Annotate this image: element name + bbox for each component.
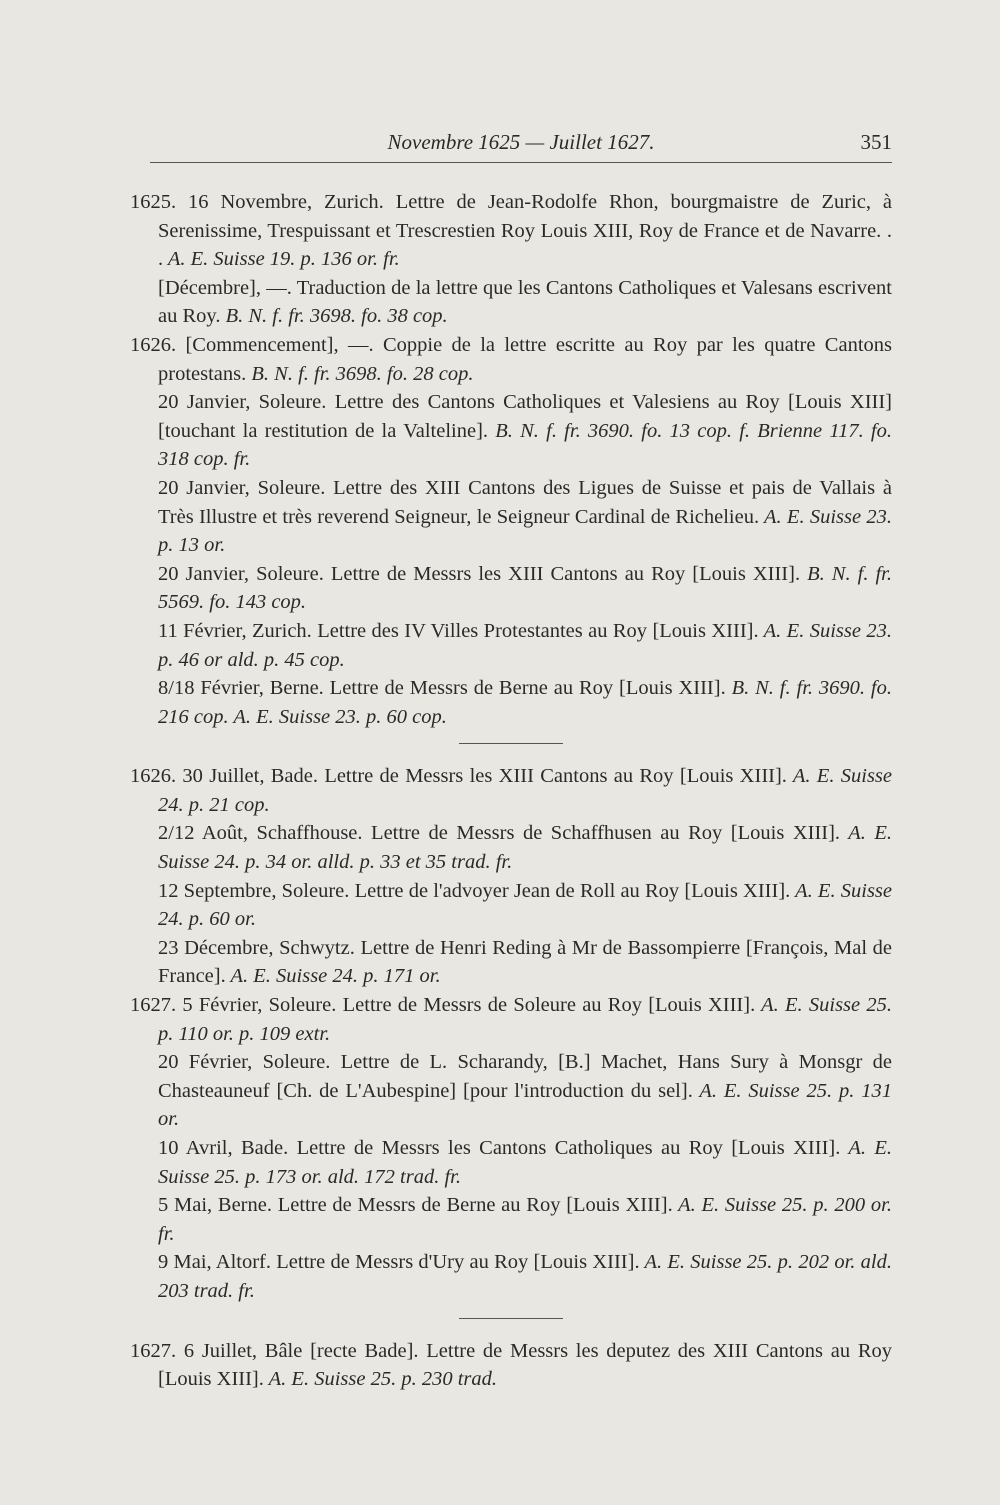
entry-lead: 12 Septembre, Soleure.: [158, 879, 350, 902]
section-separator: [459, 743, 563, 744]
entry-1626-01-20-a: [130, 388, 892, 474]
entry-1627-02-05: [130, 991, 892, 1048]
entry-1626-12-23: [130, 934, 892, 991]
entry-ref: A. E. Suisse 24. p. 34 or. alld. p. 33 et 35 trad. fr.: [158, 822, 892, 874]
entry-ref: A. E. Suisse 24. p. 21 cop.: [158, 765, 892, 816]
entry-text: Lettre des IV Villes Protestantes au Roy [Louis XIII].: [311, 619, 759, 642]
entry-lead: 9 Mai, Altorf.: [158, 1251, 272, 1274]
entry-ref: A. E. Suisse 25. p. 202 or. ald. 203 trad. fr.: [158, 1251, 892, 1302]
entry-lead: 1626. 30 Juillet, Bade.: [130, 765, 319, 788]
entry-ref: A. E. Suisse 23. p. 46 or ald. p. 45 cop.: [158, 619, 892, 671]
entry-ref: A. E. Suisse 25. p. 200 or. fr.: [158, 1194, 892, 1245]
entry-ref: B. N. f. fr. 5569. fo. 143 cop.: [158, 562, 893, 614]
entry-1627-02-20: [130, 1048, 892, 1134]
entry-lead: 20 Janvier, Soleure.: [158, 391, 327, 414]
entry-lead: [Décembre], —.: [158, 276, 292, 299]
header-title: Novembre 1625 — Juillet 1627.: [387, 130, 655, 154]
entry-ref: A. E. Suisse 25. p. 110 or. p. 109 extr.: [158, 994, 893, 1045]
entry-lead: 5 Mai, Berne.: [158, 1194, 272, 1217]
entry-text: Lettre de L. Scharandy, [B.] Machet, Hans Sury à Monsgr de Chasteauneuf [Ch. de L'Aubespine] [pour l'introduction du sel].: [158, 1051, 892, 1102]
entry-ref: A. E. Suisse 25. p. 173 or. ald. 172 trad. fr.: [158, 1137, 892, 1188]
entry-1626-commencement: [130, 331, 892, 388]
entry-text: Lettre de Messrs les deputez des XIII Cantons au Roy [Louis XIII].: [158, 1339, 892, 1391]
entry-lead: 8/18 Février, Berne.: [158, 677, 324, 700]
entry-ref: A. E. Suisse 19. p. 136 or. fr.: [163, 248, 400, 271]
entry-ref: A. E. Suisse 25. p. 230 trad.: [263, 1368, 497, 1391]
entry-text: Lettre de Messrs d'Ury au Roy [Louis XIII].: [271, 1251, 640, 1274]
entry-lead: 20 Janvier, Soleure.: [158, 562, 324, 585]
entry-1626-02-11: [130, 617, 892, 674]
entry-1626-08-12: [130, 819, 892, 876]
entry-1627-04-10: [130, 1134, 892, 1191]
entry-text: Lettre de Messrs de Schaffhusen au Roy [Louis XIII].: [362, 822, 841, 845]
entry-text: Lettre des XIII Cantons des Ligues de Suisse et pais de Vallais à Très Illustre et très reverend Seigneur, le Seigneur Cardinal de Richelieu.: [158, 476, 892, 528]
entry-1626-07-30: [130, 762, 892, 819]
entry-1625-12: [130, 274, 892, 331]
entry-1626-01-20-c: [130, 560, 892, 617]
entry-text: Lettre de Messrs de Berne au Roy [Louis XIII].: [323, 677, 726, 700]
entry-ref: A. E. Suisse 24. p. 171 or.: [225, 965, 441, 988]
entry-1626-01-20-b: [130, 474, 892, 560]
entry-ref: B. N. f. fr. 3690. fo. 13 cop. f. Brienne 117. fo. 318 cop. fr.: [158, 419, 892, 471]
entry-text: Lettre de Messrs les XIII Cantons au Roy [Louis XIII].: [318, 765, 787, 788]
entry-lead: 23 Décembre, Schwytz.: [158, 936, 355, 959]
entry-1626-09-12: [130, 877, 892, 934]
section-separator: [459, 1318, 563, 1319]
entry-lead: 1627. 6 Juillet, Bâle [recte Bade].: [130, 1339, 419, 1362]
header-rule: [150, 162, 892, 163]
entry-text: Traduction de la lettre que les Cantons Catholiques et Valesans escrivent au Roy.: [158, 276, 892, 328]
entry-ref: B. N. f. fr. 3698. fo. 28 cop.: [246, 362, 474, 385]
entry-text: Lettre de Henri Reding à Mr de Bassompierre [François, Mal de France].: [158, 936, 893, 988]
entry-lead: 20 Janvier, Soleure.: [158, 476, 326, 499]
entry-lead: 1627. 5 Février, Soleure.: [130, 994, 337, 1017]
entry-ref: A. E. Suisse 23. p. 13 or.: [158, 505, 892, 557]
entry-text: Lettre de l'advoyer Jean de Roll au Roy [Louis XIII].: [349, 879, 791, 902]
entry-lead: 20 Février, Soleure.: [158, 1051, 331, 1074]
entry-text: Lettre de Messrs de Berne au Roy [Louis XIII].: [271, 1194, 673, 1217]
entry-lead: 1625. 16 Novembre, Zurich.: [130, 191, 384, 213]
entry-text: Lettre de Messrs les Cantons Catholiques au Roy [Louis XIII].: [288, 1137, 841, 1159]
entry-list: [130, 188, 892, 1394]
entry-text: Lettre de Messrs de Soleure au Roy [Louis XIII].: [336, 994, 756, 1017]
entry-ref: B. N. f. fr. 3690. fo. 216 cop. A. E. Suisse 23. p. 60 cop.: [158, 677, 892, 728]
entry-lead: 2/12 Août, Schaffhouse.: [158, 822, 363, 845]
entry-lead: 10 Avril, Bade.: [158, 1137, 289, 1159]
entry-ref: B. N. f. fr. 3698. fo. 38 cop.: [220, 305, 448, 328]
entry-1625-11-16: [130, 188, 892, 274]
entry-1627-05-05: [130, 1191, 892, 1248]
entry-1627-05-09: [130, 1248, 892, 1305]
entry-text: Coppie de la lettre escritte au Roy par les quatre Cantons protestans.: [158, 333, 892, 385]
entry-1627-07-06: [130, 1337, 892, 1394]
entry-ref: A. E. Suisse 25. p. 131 or.: [158, 1079, 892, 1131]
entry-text: Lettre de Messrs les XIII Cantons au Roy [Louis XIII].: [323, 562, 801, 585]
entry-ref: A. E. Suisse 24. p. 60 or.: [158, 879, 892, 931]
running-header: [150, 130, 892, 164]
entry-text: Lettre de Jean-Rodolfe Rhon, bourgmaistre de Zuric, à Serenissime, Trespuissant et Trescrestien Roy Louis XIII, Roy de France et de Navarre. . .: [158, 191, 892, 271]
page-number: 351: [860, 130, 892, 154]
entry-1626-02-18: [130, 674, 892, 731]
entry-text: Lettre des Cantons Catholiques et Valesiens au Roy [Louis XIII] [touchant la restitution de la Valteline].: [158, 391, 892, 442]
entry-lead: 1626. [Commencement], —.: [130, 333, 374, 356]
entry-lead: 11 Février, Zurich.: [158, 619, 312, 642]
